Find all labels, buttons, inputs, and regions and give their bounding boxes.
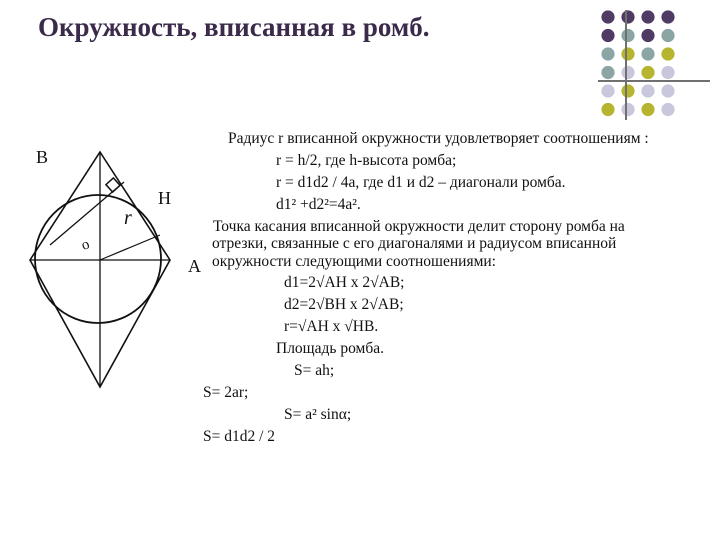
label-center-o: o — [79, 236, 92, 254]
text-line: окружности следующими соотношениями: — [212, 253, 496, 270]
label-point-a: A — [188, 256, 201, 276]
text-line: S= ah; — [294, 362, 335, 379]
text-line: Точка касания вписанной окружности делит сторону ромба на — [213, 218, 625, 235]
text-line: S= 2ar; — [203, 384, 249, 401]
text-line: Радиус r вписанной окружности удовлетворяет соотношениям : — [228, 130, 649, 147]
text-line: r=√AH x √HB. — [284, 318, 379, 335]
text-line: Площадь ромба. — [276, 340, 384, 357]
text-line: S= d1d2 / 2 — [203, 428, 276, 445]
text-line: r = d1d2 / 4a, где d1 и d2 – диагонали ромба. — [276, 174, 566, 191]
label-radius-r: r — [124, 207, 132, 229]
label-point-h: H — [158, 188, 171, 208]
text-line: d1² +d2²=4a². — [276, 196, 361, 213]
text-line: d2=2√BH x 2√AB; — [284, 296, 404, 313]
label-vertex-b: B — [36, 147, 49, 167]
text-line: S= a² sinα; — [284, 406, 352, 423]
text-line: отрезки, связанные с его диагоналями и радиусом вписанной — [212, 235, 617, 252]
slide-title: Окружность, вписанная в ромб. — [38, 12, 430, 42]
text-line: r = h/2, где h-высота ромба; — [276, 152, 457, 169]
text-line: d1=2√AH x 2√AB; — [284, 274, 405, 291]
